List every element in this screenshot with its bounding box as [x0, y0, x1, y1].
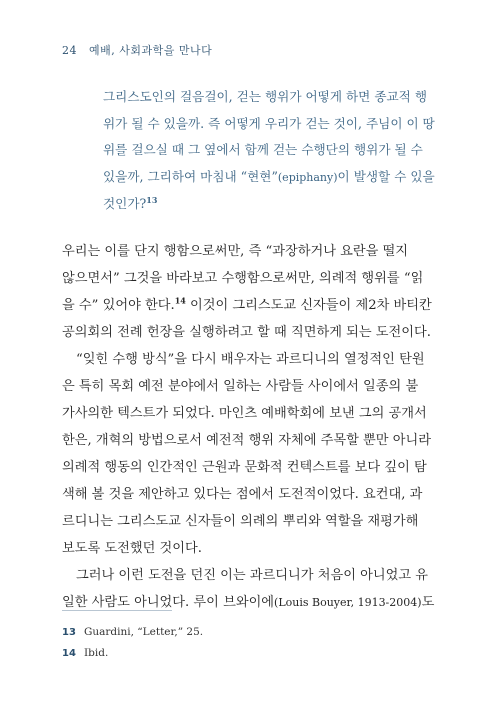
body-line: [62, 292, 438, 319]
quote-line: [103, 191, 433, 218]
footnotes: [62, 622, 203, 664]
body-line-text: 일한 사람도 아니었다. 루이 브와이에: [62, 595, 275, 610]
footnote-number: 13: [62, 627, 76, 638]
body-line: 색해 볼 것을 제안하고 있다는 점에서 도전적이었다. 요컨대, 과: [62, 487, 423, 502]
quote-line: 그리스도인의 걸음걸이, 걷는 행위가 어떻게 하면 종교적 행: [103, 89, 427, 104]
footnote-divider: [62, 610, 172, 611]
body-line: 그러나 이런 도전을 던진 이는 과르디니가 처음이 아니었고 유: [76, 568, 429, 583]
quote-line: 위가 될 수 있을까. 즉 어떻게 우리가 걷는 것이, 주님이 이 땅: [103, 115, 435, 131]
footnote-number: 14: [62, 648, 76, 659]
body-line: 공의회의 전례 헌장을 실행하려고 할 때 직면하게 되는 도전이다.: [62, 325, 431, 340]
body-line: 한은, 개혁의 방법으로서 예전적 행위 자체에 주목할 뿐만 아니라: [62, 433, 431, 448]
body-line: 은 특히 목회 예전 분야에서 일하는 사람들 사이에서 일종의 불: [62, 379, 419, 394]
quote-line-text: 이 발생할 수 있을: [337, 168, 435, 184]
quote-line-text: 것인가?: [103, 196, 147, 211]
book-title: 예배, 사회과학을 만나다: [89, 44, 213, 57]
body-line-text: 을 수” 있어야 한다.: [62, 298, 175, 313]
running-header: [62, 42, 212, 58]
footnote-text: Guardini, “Letter,” 25.: [84, 626, 204, 638]
body-line: 보도록 도전했던 것이다.: [62, 541, 202, 556]
body-line: “잊힌 수행 방식”을 다시 배우자는 과르디니의 열정적인 탄원: [76, 352, 425, 367]
block-quote: [103, 84, 433, 218]
quote-line: 위를 걸으실 때 그 옆에서 함께 걷는 수행단의 행위가 될 수: [103, 142, 423, 157]
body-line-text: 이것이 그리스도교 신자들이 제2차 바티칸: [185, 298, 432, 313]
body-line: 가사의한 텍스트가 되었다. 마인츠 예배학회에 보낸 그의 공개서: [62, 406, 427, 421]
body-text: [62, 238, 438, 616]
footnote-ref[interactable]: 13: [146, 194, 158, 205]
body-line: 르디니는 그리스도교 신자들이 의례의 뿌리와 역할을 재평가해: [62, 514, 419, 529]
footnote: [62, 622, 203, 643]
page-number: 24: [62, 44, 77, 57]
quote-line-text: 있을까, 그리하여 마침내 “현현”: [103, 168, 278, 184]
footnote: [62, 643, 203, 664]
quote-line: [103, 164, 433, 192]
quote-gloss: (epiphany): [277, 170, 338, 184]
footnote-ref[interactable]: 14: [174, 295, 186, 306]
body-gloss: (Louis Bouyer, 1913-2004): [274, 596, 422, 609]
footnote-text: Ibid.: [84, 647, 109, 659]
body-line: 의례적 행동의 인간적인 근원과 문화적 컨텍스트를 보다 깊이 탐: [62, 460, 427, 475]
body-line: 우리는 이를 단지 행함으로써만, 즉 “과장하거나 요란을 떨지: [62, 244, 409, 259]
body-line: 않으면서” 그것을 바라보고 수행함으로써만, 의례적 행위를 “읽: [62, 271, 424, 286]
body-line: [62, 589, 438, 616]
body-line-text: 도: [421, 595, 435, 610]
